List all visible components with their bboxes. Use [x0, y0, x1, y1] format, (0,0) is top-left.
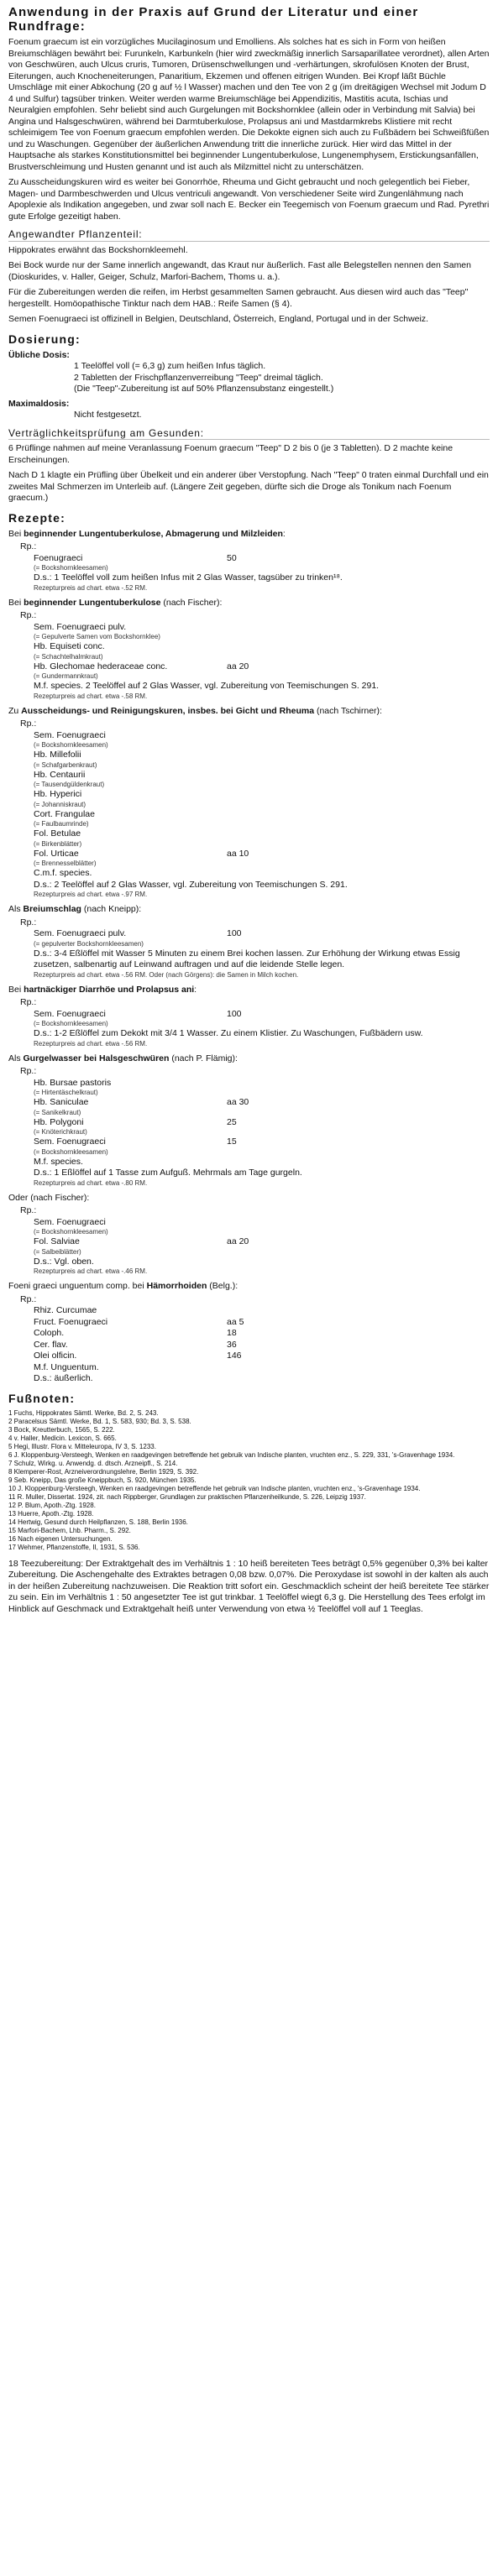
- footnote-item: 3 Bock, Kreutterbuch, 1565, S. 222.: [8, 1425, 115, 1434]
- recipe-ingredient: [8, 770, 490, 781]
- recipe-instructions: D.s.: 1 Teelöffel voll zum heißen Infus mit 2 Glas Wasser, tagsüber zu trinken¹⁸.: [34, 572, 343, 583]
- recipe-title: [8, 598, 490, 609]
- recipe-ingredient: [8, 622, 490, 634]
- pflanzenteil-p4: Semen Foenugraeci ist offizinell in Belgien, Deutschland, Österreich, England, Portugal und in der Schweiz.: [8, 314, 429, 324]
- recipe-ingredient: [8, 730, 490, 742]
- ingredient-amount: 100: [227, 1008, 242, 1019]
- recipe-title-prefix: Bei: [8, 528, 24, 539]
- dosis-1: 1 Teelöffel voll (= 6,3 g) zum heißen Infus täglich.: [74, 361, 266, 371]
- ingredient-amount: [227, 770, 328, 781]
- max-value: Nicht festgesetzt.: [74, 410, 142, 420]
- rezepte-list: [8, 529, 490, 1385]
- recipe-title-suffix: (nach Fischer):: [160, 597, 223, 608]
- footnote-item: 10 J. Kloppenburg-Versteegh, Wenken en raadgevingen betreffende het gebruik van Indische planten, vruchten enz., 's-Gravenhage 1934.: [8, 1484, 421, 1492]
- ingredient-amount: [227, 789, 328, 801]
- section-heading-dosierung: Dosierung:: [8, 332, 81, 346]
- footnote-item: 9 Seb. Kneipp, Das große Kneippbuch, S. 920, München 1935.: [8, 1476, 197, 1484]
- recipe-price: Rezepturpreis ad chart. etwa -.58 RM.: [34, 692, 148, 700]
- max-label: Maximaldosis:: [8, 398, 70, 409]
- recipe-ingredient: [8, 1136, 490, 1148]
- recipe-title-suffix: :: [194, 984, 197, 995]
- ingredient-name: Hb. Glechomae hederaceae conc.: [34, 661, 168, 671]
- ingredient-amount: 100: [227, 928, 242, 938]
- ingredient-german-name: (= Sanikelkraut): [34, 1108, 81, 1116]
- ingredient-amount: 36: [227, 1339, 237, 1350]
- intro-paragraph: Foenum graecum ist ein vorzügliches Mucilaginosum und Emolliens. Als solches hat es sich in Form von heißen Breiumschlägen bewährt bei: Furunkeln, Karbunkeln (hier wird zweckmäßig innerlich Sarsaparillatee verordnet), allen Arten von Geschwüren, auch Ulcus cruris, Tumoren, Drüsenschwellungen und -verhärtungen, skrofulösen Knoten der Brust, Eiterungen, auch Knocheneiterungen, Panaritium, Ekzemen und offenen eitrigen Wunden. Bei Kropf läßt Büchle Umschläge mit einer Abkochung (20 g auf ½ l Wasser) machen und den Tee von 2 g (im dreitägigen Wechsel mit Jodum D 4 und Sulfur) tagsüber trinken. Weiter werden warme Breiumschläge bei Appendizitis, Mastitis acuta, Ischias und Neuralgien empfohlen. Sehr beliebt sind auch Gurgelungen mit Bockshornklee (allein oder in Verbindung mit Salvia) bei Angina und Halsgeschwüren, während bei Darmtuberkulose, Prolapsus ani und Mastdarmkrebs Klistiere mit recht schleimigem Tee von Foenum graecum empfohlen werden. Die Dekokte eignen sich auch zu Fußbädern bei Schweißfüßen und zu Waschungen. Gegenüber der äußerlichen Anwendung tritt die innerliche zurück. Hier wird das Mittel in der Hauptsache als starkes Konstitutionsmittel bei beginnender Lungentuberkulose, Lungenemphysem, Erstickungsanfällen, Brustverschleimung und Husten genannt und ist auch als Milzmittel nicht zu unterschätzen.: [8, 37, 490, 172]
- footnote-item: 1 Fuchs, Hippokrates Sämtl. Werke, Bd. 2, S. 243.: [8, 1408, 159, 1417]
- recipe-title-indication: hartnäckiger Diarrhöe und Prolapsus ani: [24, 984, 195, 995]
- recipe-title-indication: Hämorrhoiden: [146, 1281, 207, 1291]
- recipe-title: [8, 1193, 490, 1204]
- ingredient-amount: [227, 1362, 328, 1374]
- dosis-values: [8, 361, 490, 395]
- ingredient-name: Sem. Foenugraeci: [34, 729, 106, 740]
- recipe-title: [8, 1281, 490, 1293]
- recipe-price: Rezepturpreis ad chart. etwa -.56 RM. Oder (nach Görgens): die Samen in Milch kochen.: [34, 970, 299, 979]
- ingredient-name: Hb. Saniculae: [34, 1097, 89, 1107]
- ingredient-name: Fol. Betulae: [34, 828, 81, 839]
- ingredient-name: Fruct. Foenugraeci: [34, 1316, 108, 1327]
- recipe-title-suffix: (nach Tschirner):: [314, 705, 382, 716]
- ingredient-amount: [227, 622, 328, 634]
- vertraeglich-p2: Nach D 1 klagte ein Prüfling über Übelkeit und ein anderer über Verstopfung. Nach "Teep" 0 traten einmal Durchfall und ein zweites Mal Schmerzen im Unterleib auf. (Längere Zeit gegeben, dürfte sich die Droge als Tonikum nach Foenum graecum.): [8, 470, 489, 503]
- recipe-instructions: D.s.: 3-4 Eßlöffel mit Wasser 5 Minuten zu einem Brei kochen lassen. Zur Erhöhung der Wirkung etwas Essig zusetzen, salbenartig auf Leinwand auftragen und auf die leidende Stelle legen.: [34, 948, 460, 969]
- recipe-block: [8, 529, 490, 593]
- ingredient-name: Hb. Equiseti conc.: [34, 641, 105, 651]
- recipe-title-prefix: Bei: [8, 984, 24, 995]
- recipe-ingredient: [8, 1009, 490, 1021]
- teezubereitung-note: 18 Teezubereitung: Der Extraktgehalt des im Verhältnis 1 : 10 heiß bereiteten Tees beträgt 0,5% gegenüber 0,3% bei kalter Zubereitung. Die Aschengehalte des Extraktes betragen 0,08 bzw. 0,07%. Die Peroxydase ist sowohl in der kalten als auch in der heißen Zubereitung nachzuweisen. Die Reaktion tritt sofort ein. Geschmacklich scheint der heiß bereitete Tee stärker zu sein. Ein im Verhältnis 1 : 50 angesetzter Tee ist gut trinkbar. 1 Teelöffel wiegt 6,3 g. Die Herstellung des Tees erfolgt im Hinblick auf Geschmack und Extraktgehalt heiß unter Verwendung von etwa ½ Teelöffel voll auf 1 Teeglas.: [8, 1558, 490, 1614]
- recipe-instructions: D.s.: 1-2 Eßlöffel zum Dekokt mit 3/4 1 Wasser. Zu einem Klistier. Zu Waschungen, Fußbädern usw.: [34, 1028, 423, 1038]
- ingredient-german-name: (= Johanniskraut): [34, 800, 86, 808]
- ingredient-amount: aa 20: [227, 661, 249, 671]
- recipe-ingredient: [8, 661, 490, 673]
- ingredient-amount: [227, 750, 328, 761]
- ingredient-amount: [227, 1305, 328, 1317]
- ingredient-german-name: (= Gepulverte Samen vom Bockshornklee): [34, 633, 160, 640]
- recipe-ingredient: [8, 1351, 490, 1362]
- recipe-instructions: M.f. species. D.s.: 1 Eßlöffel auf 1 Tasse zum Aufguß. Mehrmals am Tage gurgeln.: [34, 1156, 302, 1178]
- recipe-rp: Rp.:: [20, 610, 37, 620]
- pflanzenteil-p2: Bei Bock wurde nur der Same innerlich angewandt, das Kraut nur äußerlich. Fast alle Belegstellen nennen den Samen (Dioskurides, v. Haller, Geiger, Schulz, Marfori-Bachem, Thoms u. a.).: [8, 260, 471, 282]
- pflanzenteil-p3: Für die Zubereitungen werden die reifen, im Herbst gesammelten Samen gebraucht. Aus diesen wird auch das "Teep" hergestellt. Homöopathische Tinktur nach dem HAB.: Reife Samen (§ 4).: [8, 287, 469, 309]
- ingredient-name: Fol. Urticae: [34, 848, 79, 859]
- ingredient-name: Foenugraeci: [34, 552, 83, 563]
- recipe-rp: Rp.:: [20, 1293, 37, 1304]
- recipe-title-prefix: Foeni graeci unguentum comp. bei: [8, 1281, 147, 1291]
- recipe-instructions: C.m.f. species. D.s.: 2 Teelöffel auf 2 Glas Wasser, vgl. Zubereitung von Teemischungen S. 291.: [34, 868, 348, 890]
- footnote-item: 4 v. Haller, Medicin. Lexicon, S. 665.: [8, 1434, 117, 1442]
- recipe-block: [8, 985, 490, 1048]
- recipe-price: Rezepturpreis ad chart. etwa -.80 RM.: [34, 1178, 148, 1187]
- recipe-block: [8, 706, 490, 900]
- recipe-rp: Rp.:: [20, 997, 37, 1007]
- recipe-ingredient: [8, 1236, 490, 1248]
- recipe-ingredient: [8, 1097, 490, 1109]
- ingredient-amount: 18: [227, 1328, 237, 1338]
- ingredient-german-name: (= Schachtelhalmkraut): [34, 652, 103, 661]
- footnote-item: 6 J. Kloppenburg-Versteegh, Wenken en raadgevingen betreffende het gebruik van Indische planten, vruchten enz., S. 229, 331, 's-Gravenhage 1934.: [8, 1450, 455, 1459]
- ingredient-amount: 15: [227, 1136, 237, 1147]
- recipe-title-indication: beginnender Lungentuberkulose: [24, 597, 161, 608]
- recipe-title-suffix: (nach Kneipp):: [81, 904, 142, 914]
- recipe-ingredient: [8, 828, 490, 840]
- ingredient-amount: 50: [227, 552, 237, 563]
- ingredient-german-name: (= Bockshornkleesamen): [34, 1020, 108, 1027]
- section-heading-fussnoten: Fußnoten:: [8, 1391, 76, 1405]
- recipe-title-suffix: :: [282, 528, 286, 539]
- recipe-title-suffix: (nach P. Flämig):: [169, 1053, 238, 1063]
- ingredient-name: Olei olficin.: [34, 1351, 77, 1361]
- recipe-rp: Rp.:: [20, 541, 37, 551]
- footnote-item: 15 Marfori-Bachem, Lhb. Pharm., S. 292.: [8, 1526, 131, 1534]
- ingredient-name: M.f. Unguentum.: [34, 1361, 99, 1372]
- ingredient-name: Cort. Frangulae: [34, 808, 95, 819]
- footnote-item: 13 Huerre, Apoth.-Ztg. 1928.: [8, 1509, 94, 1518]
- footnote-item: 2 Paracelsus Sämtl. Werke, Bd. 1, S. 583, 930; Bd. 3, S. 538.: [8, 1417, 191, 1425]
- ingredient-german-name: (= Tausendgüldenkraut): [34, 781, 105, 788]
- recipe-block: [8, 1193, 490, 1277]
- section-heading-pflanzenteil: Angewandter Pflanzenteil:: [8, 229, 490, 242]
- recipe-title-indication: Gurgelwasser bei Halsgeschwüren: [23, 1053, 170, 1063]
- ingredient-name: Sem. Foenugraeci: [34, 1008, 106, 1019]
- ingredient-amount: 25: [227, 1116, 237, 1127]
- recipe-title-prefix: Bei: [8, 597, 24, 608]
- ingredient-name: Hb. Millefolii: [34, 750, 81, 760]
- footnote-item: 14 Hertwig, Gesund durch Heilpflanzen, S. 188, Berlin 1936.: [8, 1518, 188, 1526]
- ingredient-name: Sem. Foenugraeci: [34, 1136, 106, 1147]
- section-heading-vertraeglichkeit: Verträglichkeitsprüfung am Gesunden:: [8, 428, 490, 441]
- recipe-block: [8, 904, 490, 980]
- ingredient-amount: [227, 730, 328, 742]
- ingredient-german-name: (= Bockshornkleesamen): [34, 564, 108, 572]
- recipe-title-prefix: Als: [8, 1053, 24, 1063]
- ingredient-german-name: (= Birkenblätter): [34, 839, 82, 848]
- recipe-ingredient: [8, 1078, 490, 1089]
- recipe-rp: Rp.:: [20, 917, 37, 927]
- ingredient-german-name: (= gepulverter Bockshornkleesamen): [34, 939, 144, 948]
- recipe-ingredient: [8, 928, 490, 940]
- recipe-title-indication: Breiumschlag: [23, 904, 81, 914]
- ingredient-german-name: (= Hirtentäschelkraut): [34, 1089, 98, 1096]
- recipe-ingredient: [8, 789, 490, 801]
- section-heading-anwendung: Anwendung in der Praxis auf Grund der Literatur und einer Rundfrage:: [8, 5, 419, 34]
- section-heading-rezepte: Rezepte:: [8, 510, 66, 525]
- ingredient-name: Fol. Salviae: [34, 1236, 80, 1246]
- ingredient-german-name: (= Gundermannkraut): [34, 672, 98, 680]
- intro-paragraph-2: Zu Ausscheidungskuren wird es weiter bei Gonorrhöe, Rheuma und Gicht gebraucht und noch gelegentlich bei Fieber, Magen- und Darmbeschwerden und Ulcus ventriculi angewandt. Von verschiedener Seite wird Zungenlähmung nach Apoplexie als Indikation angegeben, und zwar soll nach E. Becker ein Teegemisch von Foenum graecum und Rad. Pyrethri gute Erfolge gezeitigt haben.: [8, 177, 490, 222]
- footnote-item: 16 Nach eigenen Untersuchungen.: [8, 1534, 113, 1543]
- dosis-3: (Die "Teep"-Zubereitung ist auf 50% Pflanzensubstanz eingestellt.): [74, 384, 334, 394]
- footnote-item: 12 P. Blum, Apoth.-Ztg. 1928.: [8, 1501, 96, 1509]
- recipe-price: Rezepturpreis ad chart. etwa -.56 RM.: [34, 1039, 148, 1048]
- ingredient-amount: [227, 641, 328, 653]
- ingredient-german-name: (= Bockshornkleesamen): [34, 1147, 108, 1156]
- ingredient-amount: [227, 809, 328, 821]
- recipe-rp: Rp.:: [20, 1066, 37, 1076]
- recipe-ingredient: [8, 553, 490, 565]
- recipe-block: [8, 598, 490, 701]
- footnote-item: 17 Wehmer, Pflanzenstoffe, II, 1931, S. 536.: [8, 1543, 140, 1551]
- recipe-title: [8, 985, 490, 996]
- recipe-title-indication: beginnender Lungentuberkulose, Abmagerung und Milzleiden: [24, 528, 283, 539]
- recipe-block: [8, 1281, 490, 1385]
- recipe-rp: Rp.:: [20, 718, 37, 729]
- ingredient-name: Hb. Polygoni: [34, 1116, 84, 1127]
- pflanzenteil-p1: Hippokrates erwähnt das Bockshornkleemehl.: [8, 244, 188, 255]
- recipe-title: [8, 904, 490, 916]
- recipe-ingredient: [8, 1317, 490, 1329]
- recipe-price: Rezepturpreis ad chart. etwa -.52 RM.: [34, 583, 148, 592]
- dosis-label: Übliche Dosis:: [8, 349, 70, 360]
- recipe-ingredient: [8, 750, 490, 761]
- ingredient-german-name: (= Bockshornkleesamen): [34, 741, 108, 749]
- recipe-price: Rezepturpreis ad chart. etwa -.97 RM.: [34, 891, 148, 898]
- ingredient-amount: aa 30: [227, 1097, 249, 1107]
- recipe-ingredient: [8, 1340, 490, 1351]
- ingredient-amount: aa 5: [227, 1316, 244, 1327]
- footnote-item: 11 R. Muller, Dissertat. 1924, zit. nach Rippberger, Grundlagen zur praktischen Pflanzenheilkunde, S. 226, Leipzig 1937.: [8, 1492, 366, 1501]
- ingredient-name: Sem. Foenugraeci pulv.: [34, 928, 127, 938]
- recipe-title-prefix: Zu: [8, 705, 22, 716]
- ingredient-name: Hb. Hyperici: [34, 789, 82, 799]
- recipe-ingredient: [8, 809, 490, 821]
- ingredient-amount: aa 10: [227, 848, 249, 859]
- recipe-instructions: M.f. species. 2 Teelöffel auf 2 Glas Wasser, vgl. Zubereitung von Teemischungen S. 291.: [34, 681, 380, 691]
- footnote-item: 8 Klemperer-Rost, Arzneiverordnungslehre, Berlin 1929, S. 392.: [8, 1467, 199, 1476]
- recipe-ingredient: [8, 1328, 490, 1340]
- ingredient-german-name: (= Faulbaumrinde): [34, 820, 89, 828]
- recipe-title: [8, 529, 490, 541]
- ingredient-name: Cer. flav.: [34, 1339, 68, 1350]
- ingredient-german-name: (= Schafgarbenkraut): [34, 760, 97, 769]
- recipe-block: [8, 1053, 490, 1188]
- recipe-title-suffix: (Belg.):: [207, 1281, 239, 1291]
- recipe-ingredient: [8, 1217, 490, 1229]
- ingredient-name: Sem. Foenugraeci: [34, 1216, 106, 1227]
- recipe-ingredient: [8, 1362, 490, 1374]
- recipe-ingredient: [8, 849, 490, 860]
- dosis-block: [8, 350, 490, 421]
- ingredient-amount: [227, 1078, 328, 1089]
- ingredient-name: Coloph.: [34, 1328, 65, 1338]
- recipe-price: Rezepturpreis ad chart. etwa -.46 RM.: [34, 1267, 148, 1275]
- recipe-title-prefix: Als: [8, 904, 24, 914]
- ingredient-amount: 146: [227, 1351, 242, 1361]
- ingredient-name: Rhiz. Curcumae: [34, 1305, 97, 1315]
- ingredient-german-name: (= Knöterichkraut): [34, 1128, 87, 1136]
- ingredient-name: Hb. Centaurii: [34, 769, 86, 780]
- footnote-item: 5 Hegi, Illustr. Flora v. Mitteleuropa, IV 3, S. 1233.: [8, 1442, 156, 1450]
- recipe-title: [8, 706, 490, 718]
- recipe-title-prefix: Oder (nach Fischer):: [8, 1192, 90, 1203]
- ingredient-amount: [227, 1217, 328, 1229]
- dosis-2: 2 Tabletten der Frischpflanzenverreibung "Teep" dreimal täglich.: [74, 372, 323, 383]
- ingredient-amount: aa 20: [227, 1236, 249, 1246]
- recipe-ingredient: [8, 1305, 490, 1317]
- recipe-instructions: D.s.: Vgl. oben.: [34, 1256, 94, 1267]
- ingredient-german-name: (= Salbeiblätter): [34, 1247, 81, 1256]
- ingredient-name: Hb. Bursae pastoris: [34, 1077, 112, 1088]
- recipe-ingredient: [8, 641, 490, 653]
- fussnoten-list: [8, 1409, 490, 1552]
- ingredient-german-name: (= Brennesselblätter): [34, 860, 97, 867]
- recipe-title: [8, 1053, 490, 1065]
- recipe-rp: Rp.:: [20, 1205, 37, 1215]
- ingredient-name: Sem. Foenugraeci pulv.: [34, 621, 127, 632]
- recipe-instructions: D.s.: äußerlich.: [34, 1373, 93, 1383]
- vertraeglich-p1: 6 Prüflinge nahmen auf meine Veranlassung Foenum graecum "Teep" D 2 bis 0 (je 3 Tabletten). D 2 machte keine Erscheinungen.: [8, 443, 453, 465]
- recipe-title-indication: Ausscheidungs- und Reinigungskuren, insbes. bei Gicht und Rheuma: [21, 705, 315, 716]
- ingredient-amount: [227, 828, 328, 840]
- recipe-ingredient: [8, 1117, 490, 1129]
- ingredient-german-name: (= Bockshornkleesamen): [34, 1228, 108, 1236]
- footnote-item: 7 Schulz, Wirkg. u. Anwendg. d. dtsch. Arzneipfl., S. 214.: [8, 1459, 178, 1467]
